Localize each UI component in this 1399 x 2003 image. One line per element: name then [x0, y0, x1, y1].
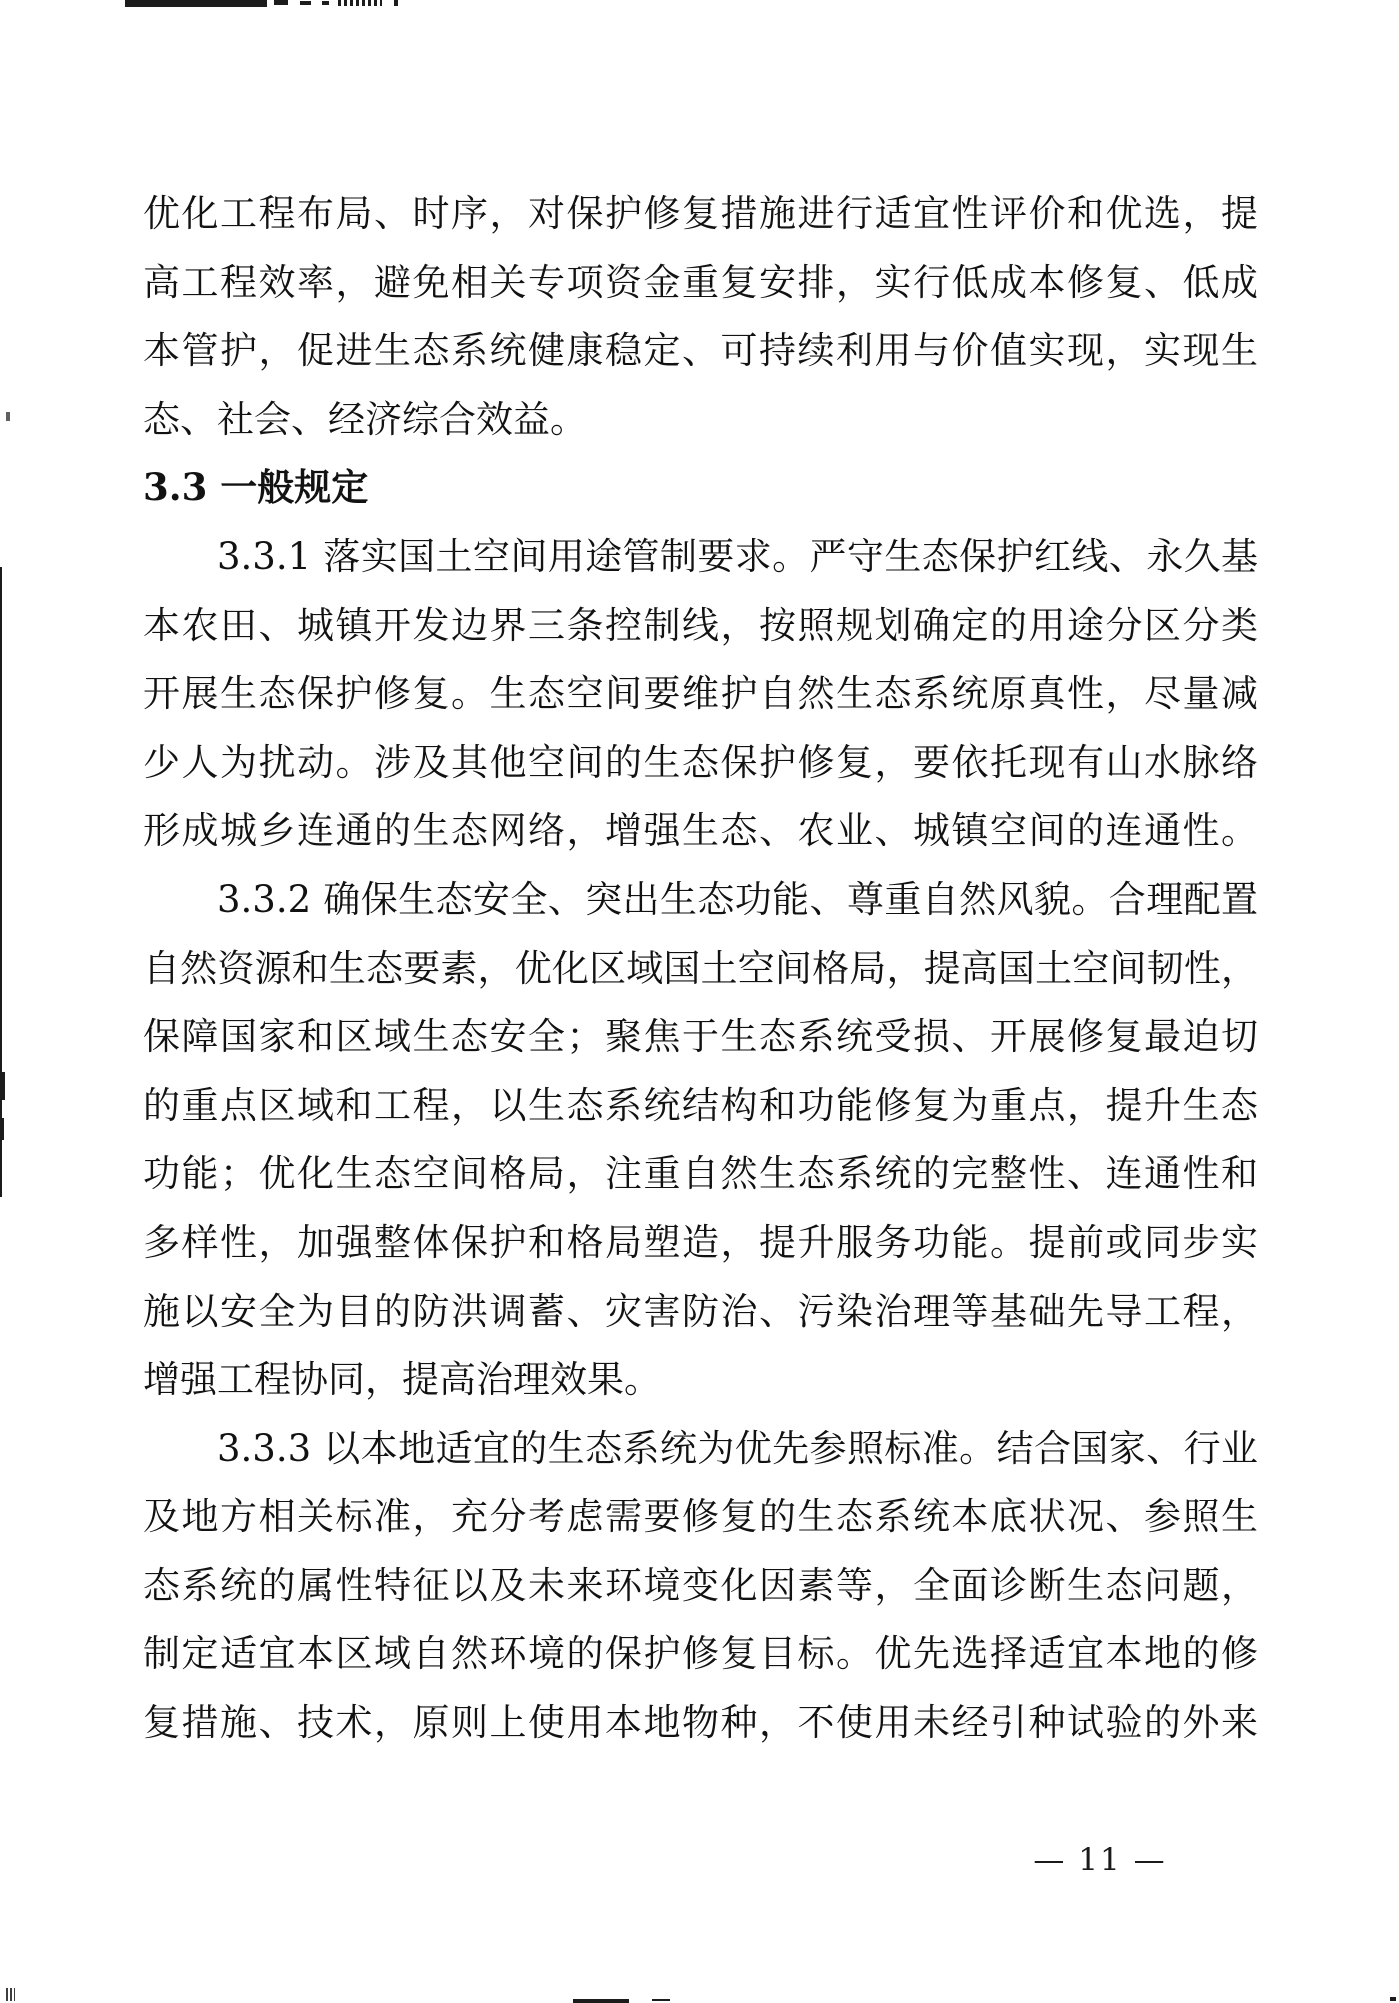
body-line: 少人为扰动。涉及其他空间的生态保护修复，要依托现有山水脉络 — [143, 740, 1258, 784]
body-line: 态、社会、经济综合效益。 — [143, 397, 587, 441]
section-heading-3-3: 3.3 一般规定 — [143, 465, 369, 510]
body-line: 3.3.1 落实国土空间用途管制要求。严守生态保护红线、永久基 — [217, 534, 1258, 578]
body-line: 态系统的属性特征以及未来环境变化因素等，全面诊断生态问题， — [143, 1563, 1258, 1607]
body-line: 形成城乡连通的生态网络，增强生态、农业、城镇空间的连通性。 — [143, 809, 1258, 853]
body-line: 施以安全为目的防洪调蓄、灾害防治、污染治理等基础先导工程， — [143, 1289, 1258, 1333]
document-body — [143, 192, 1258, 1770]
body-line: 制定适宜本区域自然环境的保护修复目标。优先选择适宜本地的修 — [143, 1632, 1258, 1676]
body-line: 3.3.2 确保生态安全、突出生态功能、尊重自然风貌。合理配置 — [217, 877, 1258, 921]
scan-artifact-left-tick — [0, 1118, 4, 1140]
body-line: 高工程效率，避免相关专项资金重复安排，实行低成本修复、低成 — [143, 260, 1258, 304]
body-line: 本管护，促进生态系统健康稳定、可持续利用与价值实现，实现生 — [143, 329, 1258, 373]
scan-artifact-top-frag — [274, 0, 288, 5]
body-line: 的重点区域和工程，以生态系统结构和功能修复为重点，提升生态 — [143, 1083, 1258, 1127]
scan-artifact-left-tick — [0, 1072, 5, 1100]
scan-artifact-bottom-dot — [1390, 1997, 1396, 2001]
page-number: — 11 — — [1033, 1842, 1167, 1878]
scan-artifact-top-frag — [300, 1, 311, 5]
scan-artifact-bottom-dash — [652, 1999, 670, 2001]
body-line: 复措施、技术，原则上使用本地物种，不使用未经引种试验的外来 — [143, 1701, 1258, 1745]
body-line: 功能；优化生态空间格局，注重自然生态系统的完整性、连通性和 — [143, 1152, 1258, 1196]
body-line: 及地方相关标准，充分考虑需要修复的生态系统本底状况、参照生 — [143, 1495, 1258, 1539]
scan-artifact-top-hatch — [338, 0, 382, 6]
scan-artifact-left-line — [0, 567, 2, 1197]
scan-artifact-bottom-bar — [573, 1999, 629, 2003]
body-line: 开展生态保护修复。生态空间要维护自然生态系统原真性，尽量减 — [143, 672, 1258, 716]
body-line: 自然资源和生态要素，优化区域国土空间格局，提高国土空间韧性， — [143, 946, 1258, 990]
scan-artifact-top-tick — [394, 0, 398, 6]
body-line: 本农田、城镇开发边界三条控制线，按照规划确定的用途分区分类 — [143, 603, 1258, 647]
scan-artifact-bottom-glyph — [6, 1988, 15, 2001]
body-line: 保障国家和区域生态安全；聚焦于生态系统受损、开展修复最迫切 — [143, 1015, 1258, 1059]
body-line: 优化工程布局、时序，对保护修复措施进行适宜性评价和优选，提 — [143, 192, 1258, 235]
body-line: 多样性，加强整体保护和格局塑造，提升服务功能。提前或同步实 — [143, 1220, 1258, 1264]
scan-artifact-top-bar — [125, 0, 267, 7]
body-line: 3.3.3 以本地适宜的生态系统为优先参照标准。结合国家、行业 — [217, 1426, 1258, 1470]
scan-artifact-left-speck — [6, 412, 10, 421]
scan-artifact-top-frag — [322, 1, 329, 5]
body-line: 增强工程协同，提高治理效果。 — [143, 1358, 661, 1402]
